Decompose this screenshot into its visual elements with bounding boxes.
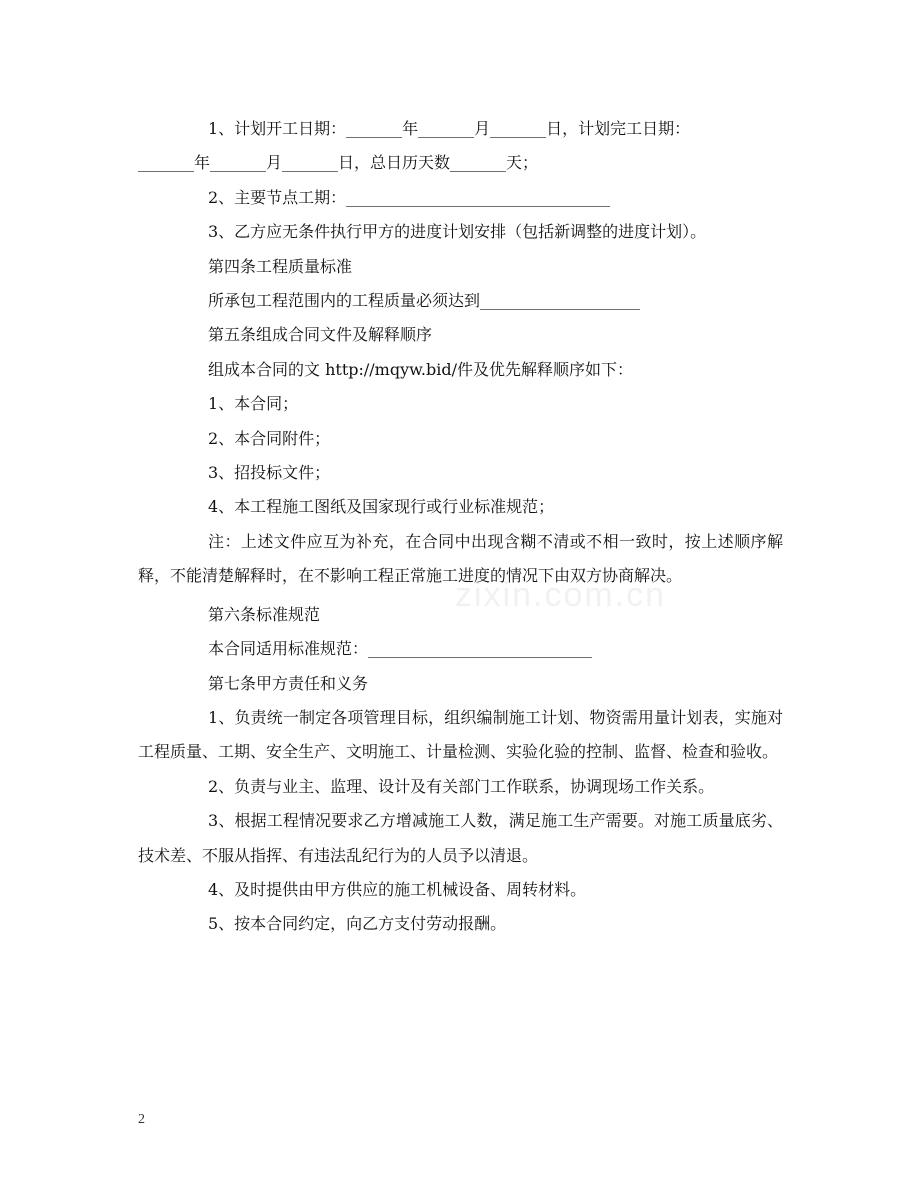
article-6-heading: 第六条标准规范 — [208, 604, 321, 624]
article-4-heading: 第四条工程质量标准 — [208, 256, 353, 276]
duty-item-1: 1、负责统一制定各项管理目标，组织编制施工计划、物资需用量计划表，实施对工程质量、工期、安全生产、文明施工、计量检测、实验化验的控制、监督、检查和验收。 — [138, 707, 783, 762]
article-5-heading: 第五条组成合同文件及解释顺序 — [208, 325, 433, 345]
duty-item-5: 5、按本合同约定，向乙方支付劳动报酬。 — [208, 914, 507, 934]
duty-item-4: 4、及时提供由甲方供应的施工机械设备、周转材料。 — [208, 879, 587, 899]
schedule-start-line: 1、计划开工日期：_______年_______月_______日，计划完工日期： — [208, 119, 691, 138]
document-item-1: 1、本合同； — [208, 394, 299, 414]
documents-intro: 组成本合同的文 http://mqyw.bid/件及优先解释顺序如下： — [208, 359, 633, 379]
watermark: zixin.com.cn — [455, 576, 667, 614]
document-item-4: 4、本工程施工图纸及国家现行或行业标准规范； — [208, 497, 555, 517]
quality-standard-line: 所承包工程范围内的工程质量必须达到____________________ — [208, 291, 641, 311]
article-7-heading: 第七条甲方责任和义务 — [208, 673, 369, 693]
duty-item-3: 3、根据工程情况要求乙方增减施工人数，满足施工生产需要。对施工质量底劣、技术差、不服从指挥、有违法乱纪行为的人员予以清退。 — [138, 811, 783, 865]
milestone-line: 2、主要节点工期：_________________________________ — [208, 187, 611, 207]
standards-line: 本合同适用标准规范：____________________________ — [208, 639, 593, 659]
duty-item-2: 2、负责与业主、监理、设计及有关部门工作联系，协调现场工作关系。 — [208, 776, 715, 796]
document-item-3: 3、招投标文件； — [208, 463, 331, 483]
schedule-end-line: _______年_______月_______日，总日历天数_______天； — [138, 153, 539, 173]
schedule-obligation: 3、乙方应无条件执行甲方的进度计划安排（包括新调整的进度计划）。 — [208, 222, 707, 242]
contract-text — [138, 112, 783, 942]
page-number: 2 — [138, 1112, 145, 1127]
interpretation-note: 注：上述文件应互为补充，在合同中出现含糊不清或不相一致时，按上述顺序解释，不能清楚解释时，在不影响工程正常施工进度的情况下由双方协商解决。 — [138, 531, 783, 586]
document-item-2: 2、本合同附件； — [208, 428, 331, 448]
